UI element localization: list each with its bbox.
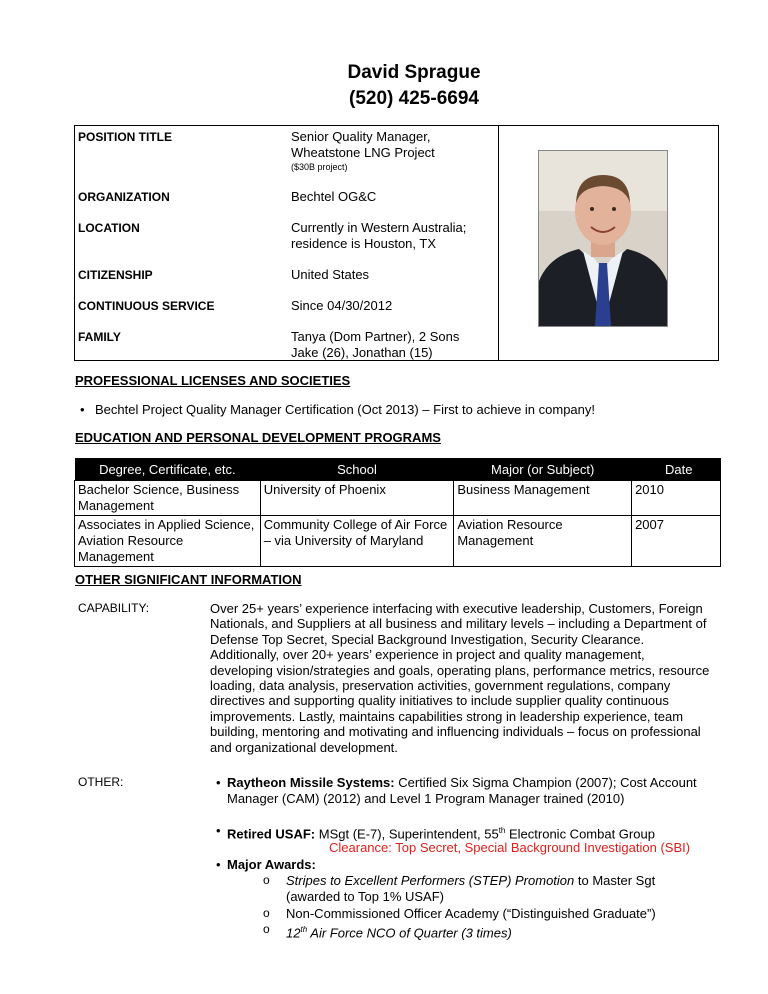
col-degree-header: Degree, Certificate, etc. — [75, 458, 261, 481]
col-date-header: Date — [632, 458, 721, 481]
award-item-1 — [286, 873, 711, 905]
capability-text: Over 25+ years’ experience interfacing with executive leadership, Customers, Foreign Nationals, and Suppliers at all business and military levels – including a Department of Defense Top Secret, Special Background Investigation, Security Clearance. Additionally, over 20+ years’ experience in project and quality management, developing vision/strategies and goals, operating plans, performance metrics, resource loading, data analysis, preservation activities, government regulations, company directives and supporting quality initiatives to include supplier quality continuous improvements. Lastly, maintains capabilities strong in leadership experience, team building, mentoring and motivating and influencing individuals – focus on professional and organizational development. — [210, 601, 710, 755]
resume-name: David Sprague — [347, 62, 481, 83]
position-title-value-line2: Wheatstone LNG Project — [291, 145, 435, 160]
photo-divider — [498, 126, 499, 360]
licenses-heading: PROFESSIONAL LICENSES AND SOCIETIES — [75, 373, 351, 388]
position-title-note: ($30B project) — [291, 162, 348, 172]
raytheon-bullet: • — [216, 775, 221, 790]
organization-value: Bechtel OG&C — [291, 189, 377, 204]
location-label: LOCATION — [78, 221, 140, 235]
award-item-2: Non-Commissioned Officer Academy (“Distinguished Graduate”) — [286, 906, 656, 921]
degree-cell: Bachelor Science, Business Management — [75, 481, 261, 516]
family-value: Tanya (Dom Partner), 2 Sons — [291, 329, 460, 344]
usaf-sup: th — [498, 826, 506, 835]
col-school-header: School — [260, 458, 454, 481]
family-value-line2: Jake (26), Jonathan (15) — [291, 345, 433, 360]
major-cell: Aviation Resource Management — [454, 516, 632, 567]
organization-label: ORGANIZATION — [78, 190, 170, 204]
date-cell: 2007 — [632, 516, 721, 567]
other-info-heading: OTHER SIGNIFICANT INFORMATION — [75, 572, 302, 587]
raytheon-item — [227, 775, 717, 807]
raytheon-title: Raytheon Missile Systems: — [227, 775, 395, 790]
capability-label: CAPABILITY: — [78, 601, 150, 615]
award-bullet: o — [263, 906, 270, 920]
usaf-text-b: Electronic Combat Group — [508, 826, 655, 842]
major-cell: Business Management — [454, 481, 632, 516]
license-item: Bechtel Project Quality Manager Certification (Oct 2013) – First to achieve in company! — [95, 402, 595, 417]
school-cell: University of Phoenix — [260, 481, 454, 516]
resume-phone: (520) 425-6694 — [349, 88, 479, 109]
usaf-bullet: • — [216, 823, 221, 838]
awards-title: Major Awards: — [227, 857, 316, 872]
usaf-title: Retired USAF: — [227, 826, 316, 842]
award-item-3 — [286, 922, 512, 941]
usaf-text-a: MSgt (E-7), Superintendent, 55 — [318, 826, 499, 842]
table-row — [75, 481, 721, 516]
award3-a: 12 — [286, 925, 301, 941]
degree-cell: Associates in Applied Science, Aviation Resource Management — [75, 516, 261, 567]
citizenship-value: United States — [291, 267, 370, 282]
portrait-photo — [538, 150, 668, 327]
awards-bullet: • — [216, 857, 221, 872]
award1-italic: Stripes to Excellent Performers (STEP) Promotion — [286, 873, 575, 888]
continuous-service-value: Since 04/30/2012 — [291, 298, 393, 313]
award1-rest: to Master Sgt (awarded to Top 1% USAF) — [286, 873, 656, 904]
award3-b: Air Force NCO of Quarter (3 times) — [307, 925, 512, 941]
award3-sup: th — [300, 925, 308, 934]
position-title-value: Senior Quality Manager, — [291, 129, 431, 144]
school-cell: Community College of Air Force – via University of Maryland — [260, 516, 454, 567]
location-value: Currently in Western Australia; — [291, 220, 467, 235]
education-heading: EDUCATION AND PERSONAL DEVELOPMENT PROGRAMS — [75, 430, 441, 445]
position-title-label: POSITION TITLE — [78, 130, 173, 144]
award-bullet: o — [263, 873, 270, 887]
family-label: FAMILY — [78, 330, 121, 344]
license-bullet: • — [80, 402, 85, 417]
continuous-service-label: CONTINUOUS SERVICE — [78, 299, 215, 313]
award-bullet: o — [263, 922, 270, 936]
clearance-text: Clearance: Top Secret, Special Background Investigation (SBI) — [329, 840, 691, 855]
date-cell: 2010 — [632, 481, 721, 516]
education-header-row — [75, 458, 721, 481]
raytheon-text: Certified Six Sigma Champion (2007); Cost Account Manager (CAM) (2012) and Level 1 Program Manager trained (2010) — [227, 775, 697, 806]
other-label: OTHER: — [78, 775, 124, 789]
citizenship-label: CITIZENSHIP — [78, 268, 153, 282]
col-major-header: Major (or Subject) — [454, 458, 632, 481]
location-value-line2: residence is Houston, TX — [291, 236, 436, 251]
table-row — [75, 516, 721, 567]
education-table — [74, 458, 721, 567]
